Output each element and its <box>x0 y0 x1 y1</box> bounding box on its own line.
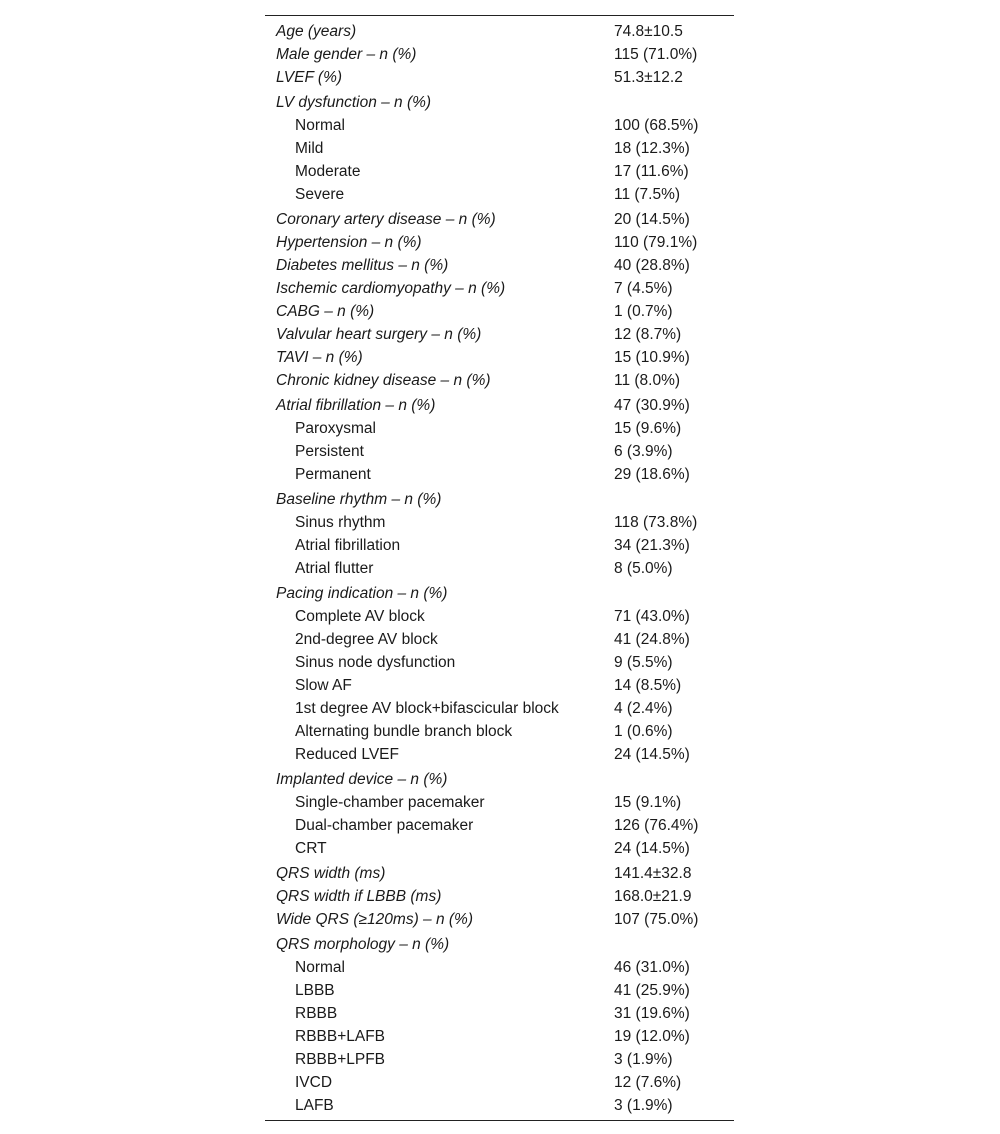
row-sublabel: RBBB+LPFB <box>295 1051 386 1068</box>
row-value: 12 (7.6%) <box>614 1074 682 1091</box>
row-label: Chronic kidney disease – n (%) <box>276 372 491 389</box>
table-row <box>265 1025 734 1048</box>
row-value: 20 (14.5%) <box>614 211 690 228</box>
row-label: Age (years) <box>276 23 357 40</box>
row-value: 24 (14.5%) <box>614 746 690 763</box>
row-sublabel: Atrial fibrillation <box>295 537 401 554</box>
table-row <box>265 20 734 43</box>
row-label: LV dysfunction – n (%) <box>276 94 432 111</box>
table-row <box>265 791 734 814</box>
table-row <box>265 651 734 674</box>
table-row <box>265 862 734 885</box>
table-row <box>265 1071 734 1094</box>
table-row <box>265 837 734 860</box>
row-value: 1 (0.6%) <box>614 723 673 740</box>
row-sublabel: RBBB+LAFB <box>295 1028 386 1045</box>
row-value: 24 (14.5%) <box>614 840 690 857</box>
row-sublabel: LBBB <box>295 982 335 999</box>
row-sublabel: Alternating bundle branch block <box>295 723 513 740</box>
table-row <box>265 933 734 956</box>
row-value: 11 (7.5%) <box>614 186 681 203</box>
row-value: 15 (9.1%) <box>614 794 682 811</box>
row-label: LVEF (%) <box>276 69 343 86</box>
table-row <box>265 1048 734 1071</box>
row-label: Hypertension – n (%) <box>276 234 422 251</box>
row-sublabel: Atrial flutter <box>295 560 374 577</box>
row-value: 115 (71.0%) <box>614 46 698 63</box>
row-sublabel: Persistent <box>295 443 364 460</box>
row-value: 3 (1.9%) <box>614 1051 673 1068</box>
table-row <box>265 488 734 511</box>
row-sublabel: Slow AF <box>295 677 352 694</box>
row-sublabel: Paroxysmal <box>295 420 376 437</box>
row-value: 71 (43.0%) <box>614 608 690 625</box>
row-value: 3 (1.9%) <box>614 1097 673 1114</box>
table-row <box>265 440 734 463</box>
table-row <box>265 369 734 392</box>
row-value: 168.0±21.9 <box>614 888 692 905</box>
row-sublabel: Reduced LVEF <box>295 746 399 763</box>
row-value: 141.4±32.8 <box>614 865 692 882</box>
table-body <box>265 20 734 1117</box>
row-sublabel: Complete AV block <box>295 608 425 625</box>
row-sublabel: 1st degree AV block+bifascicular block <box>295 700 559 717</box>
table-row <box>265 674 734 697</box>
table-row <box>265 231 734 254</box>
row-sublabel: IVCD <box>295 1074 333 1091</box>
row-value: 110 (79.1%) <box>614 234 698 251</box>
row-value: 40 (28.8%) <box>614 257 690 274</box>
row-label: QRS width (ms) <box>276 865 386 882</box>
table-row <box>265 1094 734 1117</box>
table-row <box>265 814 734 837</box>
table-row <box>265 534 734 557</box>
row-value: 41 (25.9%) <box>614 982 690 999</box>
row-sublabel: Moderate <box>295 163 361 180</box>
row-value: 12 (8.7%) <box>614 326 682 343</box>
row-sublabel: Sinus rhythm <box>295 514 386 531</box>
row-sublabel: Normal <box>295 959 345 976</box>
table-row <box>265 979 734 1002</box>
row-value: 18 (12.3%) <box>614 140 690 157</box>
row-label: CABG – n (%) <box>276 303 375 320</box>
row-value: 29 (18.6%) <box>614 466 690 483</box>
baseline-characteristics-table <box>265 15 734 1121</box>
row-value: 8 (5.0%) <box>614 560 673 577</box>
table-row <box>265 417 734 440</box>
row-value: 47 (30.9%) <box>614 397 690 414</box>
table-row <box>265 628 734 651</box>
row-label: Male gender – n (%) <box>276 46 417 63</box>
row-sublabel: Permanent <box>295 466 371 483</box>
table-row <box>265 43 734 66</box>
table-row <box>265 1002 734 1025</box>
table-row <box>265 605 734 628</box>
table-row <box>265 277 734 300</box>
table-row <box>265 697 734 720</box>
row-value: 15 (9.6%) <box>614 420 682 437</box>
row-value: 74.8±10.5 <box>614 23 683 40</box>
row-sublabel: Sinus node dysfunction <box>295 654 456 671</box>
table-row <box>265 908 734 931</box>
row-label: Implanted device – n (%) <box>276 771 448 788</box>
row-value: 9 (5.5%) <box>614 654 673 671</box>
row-label: Baseline rhythm – n (%) <box>276 491 442 508</box>
table-row <box>265 768 734 791</box>
row-value: 15 (10.9%) <box>614 349 690 366</box>
row-label: Valvular heart surgery – n (%) <box>276 326 482 343</box>
table-row <box>265 956 734 979</box>
row-value: 1 (0.7%) <box>614 303 673 320</box>
row-sublabel: Dual-chamber pacemaker <box>295 817 474 834</box>
table-row <box>265 66 734 89</box>
table-row <box>265 254 734 277</box>
table-row <box>265 511 734 534</box>
row-value: 17 (11.6%) <box>614 163 689 180</box>
row-value: 118 (73.8%) <box>614 514 698 531</box>
row-sublabel: LAFB <box>295 1097 334 1114</box>
row-sublabel: Mild <box>295 140 324 157</box>
row-label: TAVI – n (%) <box>276 349 363 366</box>
row-value: 34 (21.3%) <box>614 537 690 554</box>
row-value: 4 (2.4%) <box>614 700 673 717</box>
row-value: 41 (24.8%) <box>614 631 690 648</box>
row-value: 100 (68.5%) <box>614 117 699 134</box>
row-sublabel: Normal <box>295 117 345 134</box>
table-row <box>265 394 734 417</box>
table-row <box>265 582 734 605</box>
row-label: QRS width if LBBB (ms) <box>276 888 442 905</box>
row-value: 126 (76.4%) <box>614 817 699 834</box>
row-label: Diabetes mellitus – n (%) <box>276 257 449 274</box>
table-row <box>265 885 734 908</box>
row-value: 14 (8.5%) <box>614 677 682 694</box>
table-row <box>265 463 734 486</box>
row-label: Atrial fibrillation – n (%) <box>276 397 436 414</box>
row-label: Wide QRS (≥120ms) – n (%) <box>276 911 473 928</box>
row-value: 46 (31.0%) <box>614 959 690 976</box>
table-row <box>265 160 734 183</box>
table-row <box>265 114 734 137</box>
row-value: 51.3±12.2 <box>614 69 683 86</box>
row-sublabel: RBBB <box>295 1005 338 1022</box>
row-label: Pacing indication – n (%) <box>276 585 448 602</box>
row-value: 11 (8.0%) <box>614 372 681 389</box>
row-sublabel: Severe <box>295 186 345 203</box>
table-row <box>265 91 734 114</box>
table-row <box>265 346 734 369</box>
table-row <box>265 557 734 580</box>
table-row <box>265 183 734 206</box>
table-row <box>265 743 734 766</box>
table-row <box>265 137 734 160</box>
row-label: QRS morphology – n (%) <box>276 936 450 953</box>
row-sublabel: 2nd-degree AV block <box>295 631 438 648</box>
table-row <box>265 720 734 743</box>
table-row <box>265 208 734 231</box>
row-label: Coronary artery disease – n (%) <box>276 211 496 228</box>
table-row <box>265 323 734 346</box>
row-sublabel: Single-chamber pacemaker <box>295 794 485 811</box>
row-value: 7 (4.5%) <box>614 280 673 297</box>
row-value: 19 (12.0%) <box>614 1028 690 1045</box>
table-row <box>265 300 734 323</box>
row-label: Ischemic cardiomyopathy – n (%) <box>276 280 506 297</box>
row-value: 6 (3.9%) <box>614 443 673 460</box>
row-value: 107 (75.0%) <box>614 911 699 928</box>
row-sublabel: CRT <box>295 840 327 857</box>
row-value: 31 (19.6%) <box>614 1005 690 1022</box>
